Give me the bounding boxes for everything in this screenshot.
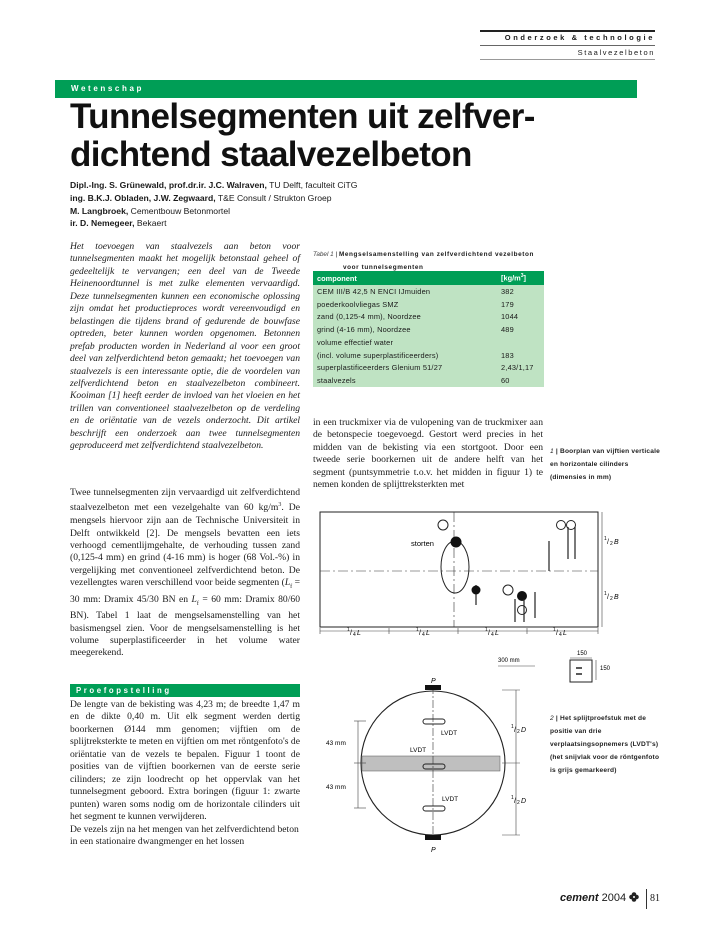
load-label: P <box>431 678 436 685</box>
intro-paragraph: Het toevoegen van staalvezels aan beton voor tunnelsegmenten maakt het mogelijk betonstaal geheel of gedeeltelijk te vervangen; een deel van de Tweede Heinenoordtunnel is met zulke elementen vervaardigd. Deze tunnelsegmenten kunnen een economische oplossing zijn omdat het productieproces wordt vereenvoudigd en belastingen die tijdens brand of gedurende de bouwfase optreden, beter kunnen worden opgenomen. Betonnen prefab producten worden in Nederland al voor een groot deel van zelfverdichtend beton gemaakt; het toevoegen van staalvezels is een interessante optie, die de voordelen van zelfverdichtend beton en staalvezelbeton combineert. Kooiman [1] heeft eerder de invloed van het vloeien en het trillen van conventioneel staalvezelbeton op de verdeling en de oriëntatie van de vezels onderzocht. Dit artikel beschrijft een onderzoek aan twee tunnelsegmenten geproduceerd met zelfverdichtend staalvezelbeton. <box>70 241 300 452</box>
load-strip-top <box>425 685 441 690</box>
subsection-label: Staalvezelbeton <box>577 48 655 57</box>
table-body <box>313 285 544 387</box>
quarter-label <box>347 627 361 638</box>
symbol: L <box>284 577 291 589</box>
dim-slash: / <box>488 630 490 637</box>
load-label: P <box>431 847 436 854</box>
amount-cell: 489 <box>501 325 514 335</box>
dim-numerator: 1 <box>553 627 556 633</box>
dim-denominator: 4 <box>491 632 494 638</box>
dim-label: 43 mm <box>326 740 346 747</box>
specimen-section <box>570 660 592 682</box>
component-cell: volume effectief water <box>317 337 394 347</box>
quarter-label <box>553 627 567 638</box>
author-line <box>70 192 357 205</box>
author-affiliation: T&E Consult / Strukton Groep <box>215 192 332 203</box>
amount-cell: 2,43/1,17 <box>501 363 534 373</box>
header-rule <box>480 30 655 32</box>
table-row <box>313 285 544 298</box>
figure-number: 2 <box>550 715 554 722</box>
header-rule <box>480 45 655 46</box>
dim-symbol: L <box>426 630 430 637</box>
author-line <box>70 179 357 192</box>
dim-numerator: 1 <box>416 627 419 633</box>
issue-year: 2004 <box>601 892 627 904</box>
table-row <box>313 374 544 387</box>
amount-cell: 60 <box>501 376 510 386</box>
unit-text: ] <box>523 273 526 283</box>
pour-label: storten <box>411 539 434 548</box>
header-rule <box>480 59 655 60</box>
core-dot <box>517 591 527 601</box>
figure-number: 1 <box>550 448 554 455</box>
component-cell: CEM III/B 42,5 N ENCI IJmuiden <box>317 286 431 296</box>
paragraph-text: De vezels zijn na het mengen van het zelfverdichtend beton in een stationaire dwangmenger en het lossen <box>70 823 299 847</box>
author-list <box>70 179 357 230</box>
dim-slash: / <box>350 630 352 637</box>
core-circle <box>503 585 513 595</box>
dim-numerator: 1 <box>604 591 607 597</box>
dim-numerator: 1 <box>485 627 488 633</box>
author-names: ing. B.K.J. Obladen, J.W. Zegwaard, <box>70 192 216 203</box>
mix-table <box>313 271 544 387</box>
title-line: dichtend staalvezelbeton <box>70 135 472 174</box>
superscript: 3 <box>278 502 282 509</box>
table-row <box>313 349 544 362</box>
dim-denominator: 4 <box>422 632 425 638</box>
component-cell: (incl. volume superplastificeerders) <box>317 350 439 360</box>
subscript: f <box>290 584 293 591</box>
column-header <box>501 273 544 282</box>
caption-text: voor tunnelsegmenten <box>343 264 424 271</box>
pour-area <box>441 541 469 593</box>
table-row <box>313 311 544 324</box>
footer-brand <box>560 892 639 904</box>
article-title <box>70 98 630 174</box>
table-header <box>313 271 544 285</box>
amount-cell: 1044 <box>501 312 519 322</box>
text-run: Twee tunnelsegmenten zijn vervaardigd uit zelfverdichtend staalvezelbeton met een vezelgehalte van 60 kg/m <box>70 487 300 514</box>
table-number: Tabel 1 <box>313 251 334 258</box>
superscript: 3 <box>520 273 524 280</box>
footer-divider <box>646 889 647 909</box>
dim-symbol: D <box>521 727 527 734</box>
component-cell: superplastificeerders Glenium 51/27 <box>317 363 443 373</box>
segment-outline <box>320 512 598 627</box>
dim-numerator: 1 <box>347 627 350 633</box>
core-circle <box>518 606 527 615</box>
amount-cell: 382 <box>501 286 514 296</box>
magazine-name: cement <box>560 892 599 904</box>
dim-denominator: 4 <box>559 632 562 638</box>
author-line <box>70 217 357 230</box>
author-names: M. Langbroek, <box>70 205 129 216</box>
dim-symbol: L <box>495 630 499 637</box>
paragraph-text: De lengte van de bekisting was 4,23 m; de breedte 1,47 m en de dikte 0,40 m. Uit elk segment werden dertig boorkernen Ø144 mm genomen; vijftien om de splijtreksterkte te meten en vijftien om met röntgenfoto's de oriëntatie van de vezels te bepalen. Figuur 1 toont de posities van de vijftien boorkernen van de eerste serie cilinders; ze zijn loodrecht op het oppervlak van het tunnelsegment geboord. Extra boringen (figuur 1: zwarte punten) waren soms nodig om de horizontale cilinders uit het segment te kunnen verwijderen. <box>70 699 300 823</box>
text-run: = 60 mm: Dramix 80/60 BN). Tabel 1 laat de mengselsamenstelling van het basismengsel zien. Voor de mengselsamenstelling is het volume superplastificeerder in het volume water meegerekend. <box>70 593 300 659</box>
author-affiliation: Bekaert <box>134 218 167 229</box>
dim-label: 300 mm <box>498 658 520 664</box>
dim-slash: / <box>514 798 516 805</box>
dim-numerator: 1 <box>511 795 514 801</box>
core-dot <box>472 586 481 595</box>
dim-slash: / <box>419 630 421 637</box>
quarter-label <box>485 627 499 638</box>
dim-denominator: 2 <box>610 541 613 547</box>
dim-label: 43 mm <box>326 784 346 791</box>
unit-text: [kg/m <box>501 273 521 283</box>
component-cell: poederkoolvliegas SMZ <box>317 299 399 309</box>
dim-label: 150 <box>600 666 611 672</box>
lvdt-label: LVDT <box>441 730 458 737</box>
core-dot <box>451 537 462 548</box>
dim-numerator: 1 <box>604 536 607 542</box>
dim-slash: / <box>514 727 516 734</box>
table-row <box>313 323 544 336</box>
dim-label: 150 <box>577 651 588 657</box>
core-circle <box>557 521 566 530</box>
lvdt-sensor <box>423 806 445 811</box>
component-cell: zand (0,125-4 mm), Noordzee <box>317 312 421 322</box>
category-bar: Wetenschap <box>55 80 637 98</box>
symbol: L <box>191 593 197 605</box>
amount-cell: 179 <box>501 299 514 309</box>
text-run: = 30 mm: Dramix 45/30 BN en <box>70 577 300 605</box>
flower-icon <box>629 892 639 902</box>
title-line: Tunnelsegmenten uit zelfver- <box>70 97 535 136</box>
section-heading: Proefopstelling <box>70 684 300 697</box>
dim-symbol: D <box>521 798 527 805</box>
figure-1-caption: 1 | Boorplan van vijftien verticale en horizontale cilinders (dimensies in mm) <box>550 448 660 481</box>
dim-denominator: 2 <box>517 729 520 735</box>
core-circle <box>438 520 448 530</box>
text-run: . De mengsels hiervoor zijn aan de Technische Universiteit in Delft ontwikkeld [2]. De mengsels bevatten een iets verhoogd cementlijmgehalte, de verhouding tussen zand (0,125-4 mm) en grind (4-16 mm) is hoger (68 Vol.-%) in vergelijking met conventioneel zelfverdichtend beton. De vezellengtes waren verschillend voor beide segmenten ( <box>70 502 300 589</box>
author-affiliation: TU Delft, faculteit CiTG <box>266 180 358 190</box>
component-cell: staalvezels <box>317 376 356 386</box>
body-paragraph <box>70 487 300 660</box>
column-header: component <box>317 273 357 283</box>
dim-symbol: L <box>563 630 567 637</box>
dim-slash: / <box>607 594 609 601</box>
dim-symbol: B <box>614 594 619 601</box>
load-strip-bottom <box>425 835 441 840</box>
dim-denominator: 4 <box>353 632 356 638</box>
table-row <box>313 336 544 349</box>
table-row <box>313 362 544 375</box>
author-affiliation: Cementbouw Betonmortel <box>128 205 231 216</box>
section-label: Onderzoek & technologie <box>504 33 655 42</box>
subscript: f <box>196 600 199 607</box>
figure-1-drill-plan <box>313 500 619 650</box>
lvdt-label: LVDT <box>442 796 459 803</box>
lvdt-label: LVDT <box>410 747 427 754</box>
dim-denominator: 2 <box>517 800 520 806</box>
author-names: ir. D. Nemegeer, <box>70 218 135 229</box>
body-paragraph <box>70 699 300 848</box>
lvdt-sensor <box>423 719 445 724</box>
dim-numerator: 1 <box>511 724 514 730</box>
body-paragraph: in een truckmixer via de vulopening van de truckmixer aan de betonspecie toegevoegd. Gestort werd precies in het midden van de bekisting via een stortgoot. Door een tweede serie boorkernen uit de andere helft van het segment (puntsymmetrie t.o.v. het midden in figuur 1) te nemen konden de splijttreksterkten met <box>313 417 543 491</box>
dim-denominator: 2 <box>610 596 613 602</box>
dim-slash: / <box>607 539 609 546</box>
caption-text: Mengselsamenstelling van zelfverdichtend vezelbeton <box>338 251 534 258</box>
dim-slash: / <box>556 630 558 637</box>
author-line <box>70 205 357 218</box>
page-number: 81 <box>650 893 660 904</box>
dim-symbol: L <box>357 630 361 637</box>
author-names: Dipl.-Ing. S. Grünewald, prof.dr.ir. J.C. Walraven, <box>70 180 267 190</box>
caption-line: Tabel 1 | Mengselsamenstelling van zelfverdichtend vezelbeton <box>313 251 534 258</box>
table-row <box>313 298 544 311</box>
component-cell: grind (4-16 mm), Noordzee <box>317 325 411 335</box>
quarter-label <box>416 627 430 638</box>
figure-2-caption: 2 | Het splijtproefstuk met de positie van drie verplaatsingsopnemers (LVDT's) (het snijvlak voor de röntgenfoto is grijs gemarkeerd) <box>550 715 660 774</box>
caption-text: Het splijtproefstuk met de positie van drie verplaatsingsopnemers (LVDT's) (het snijvlak voor de röntgenfoto is grijs gemarkeerd) <box>550 715 660 774</box>
amount-cell: 183 <box>501 350 514 360</box>
caption-text: Boorplan van vijftien verticale en horizontale cilinders (dimensies in mm) <box>550 448 660 481</box>
dim-symbol: B <box>614 539 619 546</box>
